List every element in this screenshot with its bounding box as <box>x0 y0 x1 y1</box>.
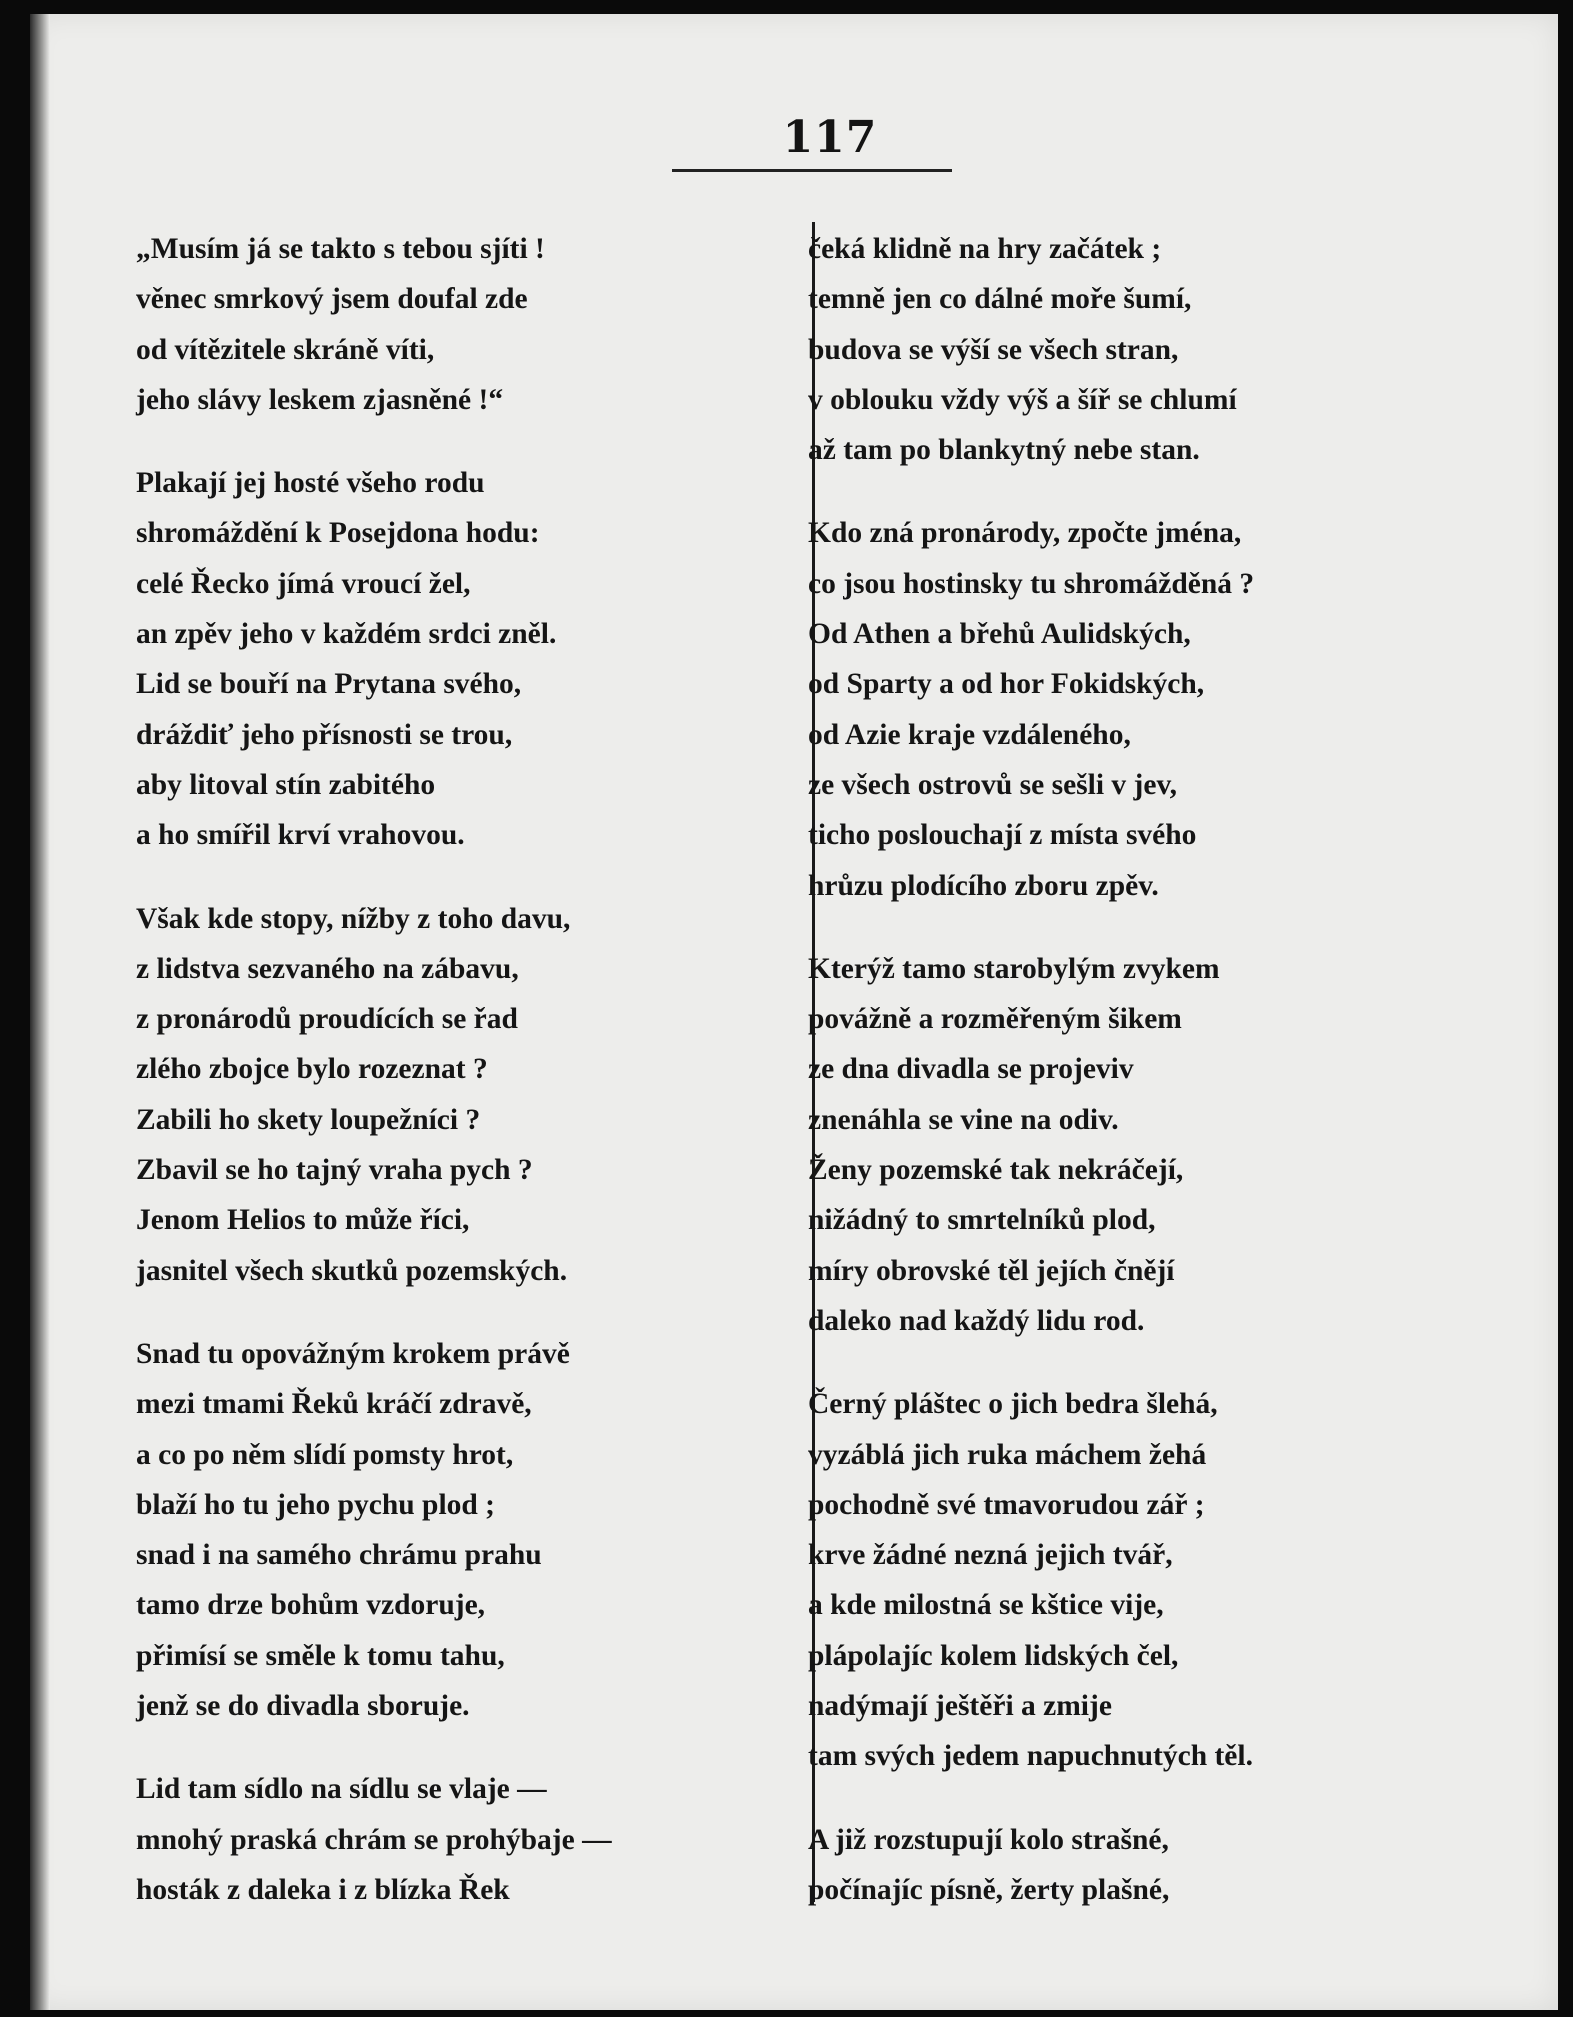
verse-line: tam svých jedem napuchnutých těl. <box>808 1740 1253 1773</box>
verse-line: aby litoval stín zabitého <box>136 768 436 801</box>
verse-line: ticho poslouchají z místa svého <box>808 819 1197 852</box>
verse-line: přimísí se směle k tomu tahu, <box>136 1639 505 1672</box>
stanza <box>808 1379 1508 1781</box>
verse-line: jasnitel všech skutků pozemských. <box>136 1254 568 1287</box>
verse-line: daleko nad každý lidu rod. <box>808 1304 1145 1337</box>
verse-line: Lid se bouří na Prytana svého, <box>136 668 522 701</box>
verse-line: počínajíc písně, žerty plašné, <box>808 1873 1170 1906</box>
verse-line: z pronárodů proudících se řad <box>136 1003 518 1036</box>
verse-line: dráždiť jeho přísnosti se trou, <box>136 718 513 751</box>
verse-line: vyzáblá jich ruka máchem žehá <box>808 1438 1207 1471</box>
verse-line: a co po něm slídí pomsty hrot, <box>136 1438 514 1471</box>
verse-line: Zbavil se ho tajný vraha pych ? <box>136 1154 533 1187</box>
verse-line: Lid tam sídlo na sídlu se vlaje — <box>136 1773 547 1806</box>
stanza <box>808 224 1508 475</box>
verse-line: z lidstva sezvaného na zábavu, <box>136 952 519 985</box>
verse-line: „Musím já se takto s tebou sjíti ! <box>136 233 545 265</box>
stanza <box>808 1815 1508 1916</box>
verse-line: jeho slávy leskem zjasněné !“ <box>136 383 504 416</box>
book-page <box>30 14 1558 2010</box>
verse-line: nadýmají ještěři a zmije <box>808 1690 1112 1723</box>
verse-line: budova se výší se všech stran, <box>808 333 1179 366</box>
verse-line: co jsou hostinsky tu shromážděná ? <box>808 567 1255 600</box>
page-binding-edge <box>30 14 50 2010</box>
stanza <box>808 508 1508 910</box>
verse-line: Však kde stopy, nížby z toho davu, <box>136 902 571 935</box>
verse-line: v oblouku vždy výš a šíř se chlumí <box>808 383 1237 416</box>
verse-line: mezi tmami Řeků kráčí zdravě, <box>136 1388 532 1421</box>
verse-line: hosták z daleka i z blízka Řek <box>136 1873 510 1906</box>
stanza <box>808 944 1508 1346</box>
verse-line: celé Řecko jímá vroucí žel, <box>136 567 471 600</box>
verse-line: Černý pláštec o jich bedra šlehá, <box>808 1388 1218 1421</box>
verse-line: nižádný to smrtelníků plod, <box>808 1204 1156 1237</box>
verse-line: povážně a rozměřeným šikem <box>808 1003 1182 1036</box>
page-number: 117 <box>782 112 878 163</box>
verse-line: jenž se do divadla sboruje. <box>136 1690 470 1723</box>
verse-line: Jenom Helios to může říci, <box>136 1204 470 1237</box>
verse-line: čeká klidně na hry začátek ; <box>808 233 1162 265</box>
right-column <box>808 224 1508 1915</box>
left-column <box>136 224 796 1915</box>
verse-line: Kdo zná pronárody, zpočte jména, <box>808 517 1242 550</box>
verse-line: zlého zbojce bylo rozeznat ? <box>136 1053 488 1086</box>
verse-line: míry obrovské těl jejích čnějí <box>808 1254 1175 1287</box>
stanza <box>136 458 796 860</box>
verse-line: od Sparty a od hor Fokidských, <box>808 668 1205 701</box>
verse-line: snad i na samého chrámu prahu <box>136 1539 542 1572</box>
verse-line: temně jen co dálné moře šumí, <box>808 283 1192 316</box>
verse-line: shromáždění k Posejdona hodu: <box>136 517 540 550</box>
stanza <box>136 1329 796 1731</box>
verse-line: blaží ho tu jeho pychu plod ; <box>136 1488 495 1521</box>
stanza <box>136 1764 796 1915</box>
verse-line: krve žádné nezná jejich tvář, <box>808 1539 1173 1572</box>
verse-line: mnohý praská chrám se prohýbaje — <box>136 1823 612 1856</box>
verse-line: Ženy pozemské tak nekráčejí, <box>808 1154 1184 1187</box>
verse-line: tamo drze bohům vzdoruje, <box>136 1589 486 1622</box>
verse-line: hrůzu plodícího zboru zpěv. <box>808 869 1159 902</box>
verse-line: Zabili ho skety loupežníci ? <box>136 1103 481 1136</box>
verse-line: Plakají jej hosté všeho rodu <box>136 467 485 500</box>
verse-line: Kterýž tamo starobylým zvykem <box>808 952 1220 985</box>
verse-line: znenáhla se vine na odiv. <box>808 1103 1119 1136</box>
stanza <box>136 894 796 1296</box>
verse-line: an zpěv jeho v každém srdci zněl. <box>136 618 557 651</box>
verse-line: až tam po blankytný nebe stan. <box>808 434 1200 467</box>
verse-line: věnec smrkový jsem doufal zde <box>136 283 528 316</box>
verse-line: a ho smířil krví vrahovou. <box>136 819 465 852</box>
verse-line: Snad tu opovážným krokem právě <box>136 1337 570 1370</box>
verse-line: Od Athen a břehů Aulidských, <box>808 618 1191 651</box>
verse-line: od vítězitele skráně víti, <box>136 333 435 366</box>
verse-line: a kde milostná se kštice vije, <box>808 1589 1164 1622</box>
header-rule <box>672 169 952 172</box>
verse-line: pochodně své tmavorudou zář ; <box>808 1488 1205 1521</box>
verse-line: ze všech ostrovů se sešli v jev, <box>808 768 1177 801</box>
verse-line: A již rozstupují kolo strašné, <box>808 1823 1169 1856</box>
verse-line: ze dna divadla se projeviv <box>808 1053 1134 1086</box>
verse-line: od Azie kraje vzdáleného, <box>808 718 1131 751</box>
verse-line: plápolajíc kolem lidských čel, <box>808 1639 1179 1672</box>
stanza <box>136 224 796 425</box>
